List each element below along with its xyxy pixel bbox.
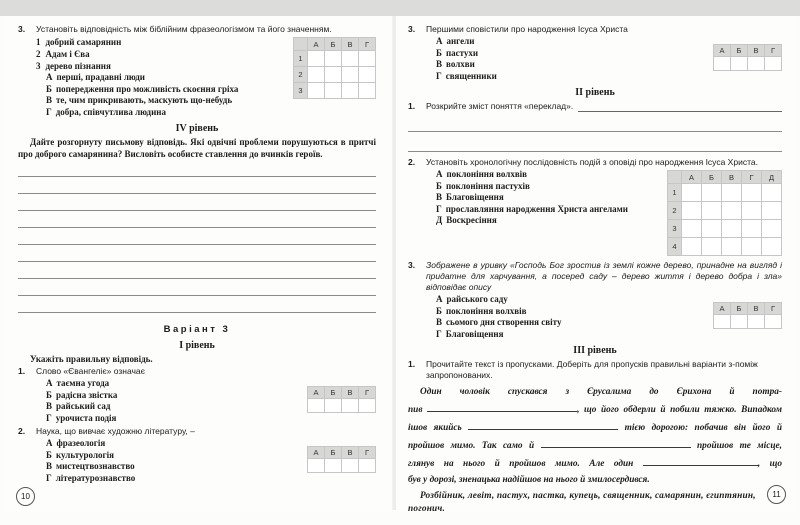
instruction: Укажіть правильну відповідь. [30, 354, 153, 364]
grid-cell [359, 83, 375, 98]
fill-in-text [408, 383, 782, 487]
fill-line: був у дорозі, зненацька надійшов на нього й змилосердився. [408, 475, 650, 485]
option-b: Б пастухи [436, 47, 479, 58]
grid-cell [714, 315, 730, 328]
grid-row-label: 3 [294, 83, 307, 98]
option-g: Г урочиста подія [46, 412, 117, 423]
option-a: А фразеологія [46, 438, 106, 448]
level-ii-heading: ІІ рівень [575, 87, 615, 98]
word-bank: Розбійник, левіт, пастух, пастка, купець, священник, самарянин, єгиптянин, погонич. [408, 491, 756, 514]
question-stem: Установіть хронологічну послідовність подій з оповіді про народження Ісуса Христа. [426, 157, 758, 167]
grid-cell [308, 399, 324, 412]
writing-line [18, 279, 376, 296]
option-v: В те, чим прикривають, маскують що-небудь [46, 95, 233, 105]
grid-cell [308, 459, 324, 472]
answer-grid-4x5 [667, 170, 782, 256]
option-letter: А [46, 378, 53, 388]
blank-field [468, 421, 618, 430]
grid-cell [762, 238, 781, 255]
grid-cell [359, 459, 375, 472]
question-3-top-right [408, 24, 782, 82]
grid-cell [682, 202, 701, 219]
question-number: 3. [408, 24, 416, 34]
option-b: Б культурологія [46, 449, 114, 460]
question-stem: Першими сповістили про народження Ісуса Христа [426, 24, 628, 34]
option-b: Б поклоніння волхвів [436, 305, 527, 316]
grid-cell [342, 67, 358, 82]
option-v: В райський сад [46, 401, 111, 411]
option-a: А райського саду [436, 294, 508, 304]
grid-header-cell: Г [765, 303, 781, 314]
grid-cell [682, 184, 701, 201]
question-number: 3. [408, 260, 416, 270]
fill-line: глянув на нього й пройшов мимо. Але один , що [408, 459, 782, 469]
option-v: В сьомого дня створення світу [436, 317, 562, 327]
fill-line: пройшов мимо. Так само й пройшов те місце, [408, 441, 782, 451]
question-stem: Наука, що вивчає художню літературу, – [36, 426, 195, 436]
writing-line [18, 211, 376, 228]
grid-header-cell: Г [359, 447, 375, 458]
option-b: Б радісна звістка [46, 389, 118, 400]
writing-line [408, 132, 782, 152]
question-stem: Установіть відповідність між біблійним фразеологізмом та його значенням. [36, 24, 332, 34]
option-letter: Б [46, 83, 52, 94]
grid-cell [762, 202, 781, 219]
answer-grid-3x4 [293, 37, 376, 99]
question-3-left [18, 24, 376, 118]
grid-row-label: 4 [668, 238, 681, 255]
grid-header-cell: А [714, 45, 730, 56]
question-1-right [408, 101, 782, 112]
option-letter: Б [436, 180, 442, 191]
option-v: В волхви [436, 59, 475, 69]
option-a: А ангели [436, 36, 475, 46]
writing-line [18, 245, 376, 262]
question-3-right [408, 260, 782, 340]
grid-cell [748, 57, 764, 70]
grid-cell [682, 238, 701, 255]
grid-cell [342, 51, 358, 66]
option-a: А перші, прадавні люди [46, 72, 145, 82]
question-number: 3. [18, 24, 26, 34]
grid-cell [308, 51, 324, 66]
grid-cell [682, 220, 701, 237]
grid-row-label: 3 [668, 220, 681, 237]
grid-cell [762, 184, 781, 201]
grid-row-label: 2 [668, 202, 681, 219]
blank-field [643, 457, 758, 466]
grid-cell [325, 67, 341, 82]
question-number: 1. [408, 359, 416, 369]
level-iv-heading: IV рівень [175, 123, 219, 134]
option-letter: Г [436, 328, 442, 339]
option-letter: В [436, 317, 443, 327]
page-number-badge: 11 [767, 485, 786, 504]
option-letter: А [46, 72, 53, 82]
grid-cell [325, 459, 341, 472]
grid-header-cell: В [342, 387, 358, 398]
grid-cell [359, 399, 375, 412]
grid-header-cell: Б [325, 38, 341, 50]
grid-cell [325, 399, 341, 412]
grid-cell [765, 57, 781, 70]
grid-cell [731, 57, 747, 70]
writing-line [18, 262, 376, 279]
fill-line: Один чоловік спускався з Єрусалима до Єрихона й потра- [420, 387, 782, 397]
grid-header-cell: В [748, 45, 764, 56]
grid-cell [342, 83, 358, 98]
option-letter: А [436, 294, 443, 304]
grid-cell [342, 399, 358, 412]
option-v: В Благовіщення [436, 192, 504, 202]
writing-line [18, 177, 376, 194]
option-b: Б попередження про можливість скоєння гріха [46, 83, 239, 94]
option-letter: Г [46, 106, 52, 117]
option-letter: Г [46, 472, 52, 483]
option-g: Г літературознавство [46, 472, 136, 483]
writing-line [578, 101, 782, 112]
question-number: 1. [18, 366, 26, 376]
writing-line [18, 228, 376, 245]
option-letter: В [436, 192, 443, 202]
scan-top-margin [0, 0, 800, 16]
option-letter: А [46, 438, 53, 448]
option-letter: В [46, 461, 53, 471]
grid-corner [668, 171, 681, 183]
grid-header-cell: Б [325, 447, 341, 458]
grid-header-cell: Г [359, 387, 375, 398]
level-iv-task: Дайте розгорнуту письмову відповідь. Які одвічні проблеми порушуються в притчі про доброго самарянина? Висловіть особисте ставлення до вчинків героїв. [18, 137, 376, 159]
grid-cell [742, 238, 761, 255]
option-letter: В [436, 59, 443, 69]
grid-row-label: 1 [668, 184, 681, 201]
option-g: Г добра, співчутлива людина [46, 106, 166, 117]
question-1-left [18, 366, 376, 424]
writing-line [408, 112, 782, 132]
grid-corner [294, 38, 307, 50]
grid-header-cell: А [308, 447, 324, 458]
fill-line: пив , що його обдерли й побили тяжко. Випадком [408, 405, 782, 415]
question-stem: Слово «Євангеліє» означає [36, 366, 145, 376]
grid-header-cell: А [308, 38, 324, 50]
option-letter: Г [46, 412, 52, 423]
grid-row-label: 1 [294, 51, 307, 66]
grid-row-label: 2 [294, 67, 307, 82]
grid-cell [722, 220, 741, 237]
grid-header-cell: А [714, 303, 730, 314]
question-number: 2. [18, 426, 26, 436]
grid-cell [722, 202, 741, 219]
match-item: 1 добрий самарянин [36, 37, 122, 47]
option-letter: Г [436, 203, 442, 214]
grid-header-cell: А [308, 387, 324, 398]
option-letter: Б [46, 449, 52, 460]
question-stem: Зображене в уривку «Господь Бог зростив із землі кожне дерево, принадне на вигляд і придатне для харчування, а посеред саду – дерево життя і дерево добра і зла» відповідає опису [426, 260, 782, 292]
grid-header-cell: В [342, 38, 358, 50]
grid-cell [714, 57, 730, 70]
fill-line: ішов якийсь тією дорогою: побачив він його й [408, 423, 782, 433]
grid-header-cell: В [342, 447, 358, 458]
option-letter: Б [436, 305, 442, 316]
grid-cell [762, 220, 781, 237]
option-g: Г Благовіщення [436, 328, 504, 339]
grid-header-cell: Г [742, 171, 761, 183]
option-letter: В [46, 401, 53, 411]
grid-cell [342, 459, 358, 472]
question-number: 2. [408, 157, 416, 167]
grid-header-cell: А [682, 171, 701, 183]
blank-field [541, 439, 691, 448]
grid-cell [359, 51, 375, 66]
grid-cell [702, 202, 721, 219]
grid-cell [325, 51, 341, 66]
option-letter: А [436, 36, 443, 46]
question-2-left [18, 426, 376, 484]
question-stem: Розкрийте зміст поняття «переклад». [426, 101, 574, 111]
option-letter: В [46, 95, 53, 105]
option-g: Г прославляння народження Христа ангелами [436, 203, 628, 214]
grid-cell [308, 83, 324, 98]
grid-header-cell: Д [762, 171, 781, 183]
grid-header-cell: Б [702, 171, 721, 183]
grid-header-cell: В [722, 171, 741, 183]
option-v: В мистецтвознавство [46, 461, 135, 471]
match-item: 2 Адам і Єва [36, 49, 90, 59]
grid-cell [325, 83, 341, 98]
right-page [396, 16, 796, 512]
grid-header-cell: Г [765, 45, 781, 56]
level-iii-heading: ІІІ рівень [573, 345, 617, 356]
option-letter: Б [46, 389, 52, 400]
option-a: А поклоніння волхвів [436, 169, 528, 179]
writing-line [18, 160, 376, 177]
grid-cell [722, 238, 741, 255]
grid-cell [731, 315, 747, 328]
writing-line [18, 194, 376, 211]
level-i-heading: І рівень [179, 340, 215, 351]
option-letter: Д [436, 215, 443, 225]
grid-cell [702, 184, 721, 201]
page-number-badge: 10 [16, 487, 35, 506]
question-stem: Прочитайте текст із пропусками. Доберіть для пропусків правильні варіанти з-поміж запропонованих. [426, 359, 758, 380]
variant-heading: Варіант 3 [163, 324, 231, 335]
option-letter: Б [436, 47, 442, 58]
option-b: Б поклоніння пастухів [436, 180, 530, 191]
grid-header-cell: Г [359, 38, 375, 50]
grid-header-cell: Б [731, 45, 747, 56]
answer-strip [713, 44, 782, 71]
grid-cell [308, 67, 324, 82]
grid-cell [742, 220, 761, 237]
grid-header-cell: Б [731, 303, 747, 314]
option-a: А таємна угода [46, 378, 110, 388]
answer-strip [307, 386, 376, 413]
answer-strip [307, 446, 376, 473]
option-g: Г священники [436, 70, 497, 81]
grid-header-cell: Б [325, 387, 341, 398]
grid-cell [702, 238, 721, 255]
match-item: 3 дерево пізнання [36, 61, 111, 71]
question-2-right [408, 157, 782, 256]
grid-cell [748, 315, 764, 328]
option-letter: А [436, 169, 443, 179]
option-d: Д Воскресіння [436, 215, 497, 225]
writing-line [18, 296, 376, 313]
grid-header-cell: В [748, 303, 764, 314]
grid-cell [722, 184, 741, 201]
blank-field [427, 403, 577, 412]
question-number: 1. [408, 101, 416, 111]
option-letter: Г [436, 70, 442, 81]
grid-cell [742, 202, 761, 219]
left-page [4, 16, 392, 512]
grid-cell [702, 220, 721, 237]
question-1b-right [408, 359, 782, 381]
answer-strip [713, 302, 782, 329]
grid-cell [742, 184, 761, 201]
grid-cell [765, 315, 781, 328]
grid-cell [359, 67, 375, 82]
